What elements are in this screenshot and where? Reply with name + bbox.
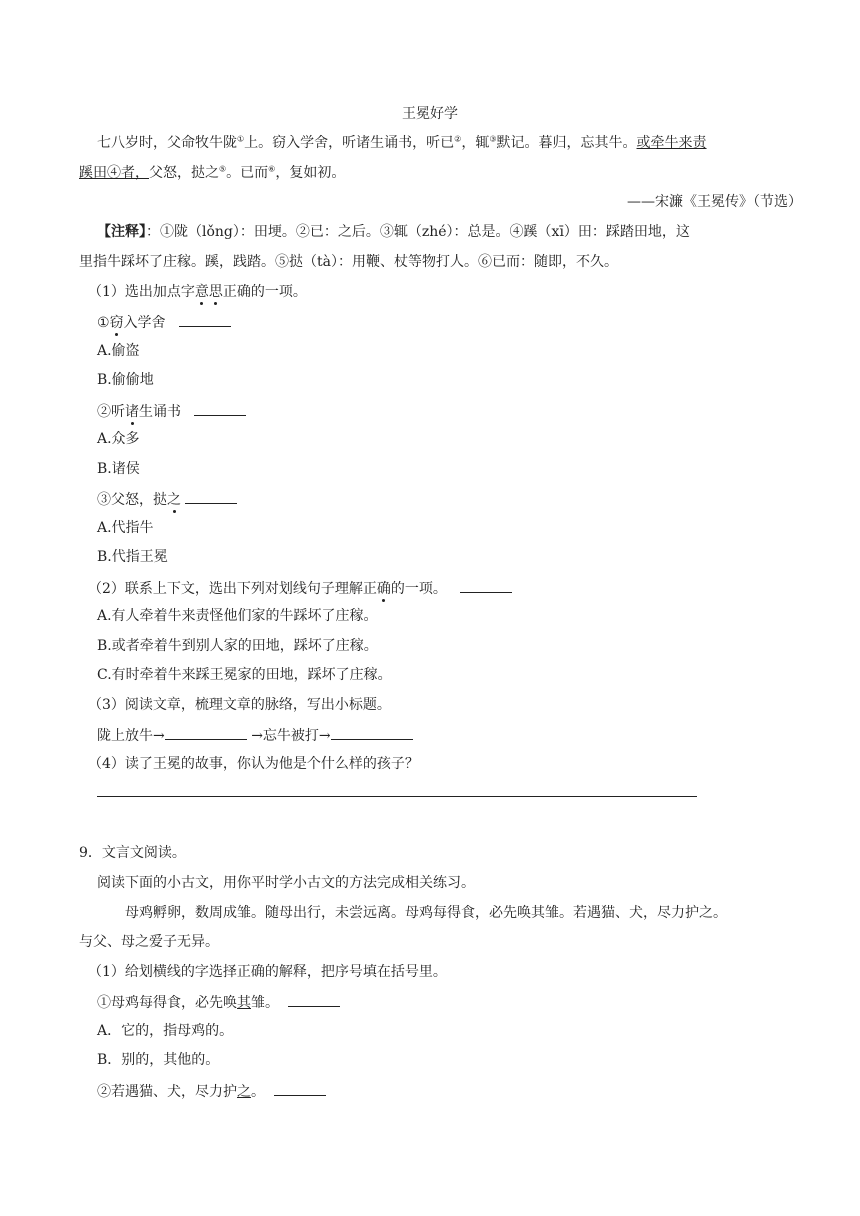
- passage-line-2: [79, 164, 345, 182]
- notes-text: 里指牛踩坏了庄稼。蹊，践踏。⑤挞（tà）：用鞭、杖等物打人。⑥已而：随即，不久。: [79, 254, 618, 270]
- q1-sub3-option-a: [97, 519, 154, 537]
- dotted-char: 意: [194, 284, 209, 300]
- q1-sub3-option-b: [97, 548, 168, 566]
- dotted-char: 诸: [125, 404, 139, 420]
- dotted-char: 之: [167, 492, 181, 508]
- passage-source: [627, 193, 802, 211]
- section-9-intro: [97, 874, 475, 892]
- q1-sub3: [97, 489, 237, 509]
- stem-text: （4）读了王冕的故事，你认为他是个什么样的孩子？: [88, 756, 419, 772]
- dotted-char: 思: [208, 284, 223, 300]
- passage-text: ，辄: [461, 135, 490, 151]
- q2-option-c: [97, 666, 392, 684]
- flow-text: →忘牛被打→: [251, 728, 331, 744]
- stem-text: 的一项。: [390, 581, 447, 597]
- option-text: A.众多: [97, 431, 140, 447]
- source-text: ——宋濂《王冕传》（节选）: [627, 194, 802, 210]
- dotted-char: 确: [376, 581, 391, 597]
- answer-blank[interactable]: [460, 578, 512, 593]
- flow-text: 陇上放牛→: [97, 728, 165, 744]
- q3-stem: [88, 696, 391, 714]
- stem-text: （1）给划横线的字选择正确的解释，把序号填在括号里。: [88, 964, 447, 980]
- option-text: A.有人牵着牛来责怪他们家的牛踩坏了庄稼。: [97, 608, 378, 624]
- section-9-q1-stem: [88, 963, 447, 981]
- dotted-char: 窃: [109, 315, 124, 331]
- passage-text: 父怒，挞之: [149, 165, 219, 181]
- sub-text: ③父怒，挞: [97, 492, 167, 508]
- option-text: B.偷偷地: [97, 372, 154, 388]
- q3-flow: [97, 725, 413, 745]
- notes-label: 【注释】: [97, 224, 146, 240]
- passage-text: 默记。暮归，忘其牛。: [496, 135, 637, 151]
- q2-stem: [88, 578, 512, 598]
- sub-text: 雏。: [251, 995, 279, 1011]
- passage-title-text: 王冕好学: [402, 106, 458, 122]
- passage-text: 。已而: [226, 165, 269, 181]
- stem-text: （2）联系上下文，选出下列对划线句子理解正: [88, 581, 377, 597]
- q1-sub2-option-a: [97, 430, 140, 448]
- notes-line-1: [97, 223, 690, 241]
- section-9-q1-sub1-option-b: [97, 1051, 219, 1069]
- option-text: B.代指王冕: [97, 549, 168, 565]
- footnote-marker: ⑤: [219, 164, 227, 174]
- stem-text: （1）选出加点字: [88, 284, 195, 300]
- passage-title: [0, 105, 860, 123]
- footnote-marker: ②: [454, 134, 462, 144]
- q2-option-b: [97, 637, 378, 655]
- q2-option-a: [97, 607, 378, 625]
- section-9-passage-line-1: [125, 904, 727, 922]
- sub-text: 入学舍: [123, 315, 166, 331]
- passage-text: 与父、母之爱子无异。: [79, 934, 219, 950]
- stem-text: （3）阅读文章，梳理文章的脉络，写出小标题。: [88, 697, 391, 713]
- q1-sub2: [97, 401, 246, 421]
- underlined-char: 之: [237, 1084, 251, 1100]
- answer-blank[interactable]: [194, 401, 246, 416]
- notes-text: ：①陇（lǒng）：田埂。②已：之后。③辄（zhé）：总是。④蹊（xī）田：踩踏田地，这: [146, 224, 690, 240]
- heading-text: 9．文言文阅读。: [79, 845, 186, 861]
- q1-stem: [88, 283, 307, 301]
- section-9-passage-line-2: [79, 933, 219, 951]
- section-9-heading: [79, 844, 186, 862]
- answer-blank[interactable]: [288, 992, 340, 1007]
- q4-stem: [88, 755, 419, 773]
- answer-blank[interactable]: [274, 1081, 326, 1096]
- answer-blank[interactable]: [331, 725, 413, 740]
- intro-text: 阅读下面的小古文，用你平时学小古文的方法完成相关练习。: [97, 875, 475, 891]
- underlined-sentence: 蹊田④者，: [79, 165, 149, 181]
- notes-line-2: [79, 253, 618, 271]
- sub-text: ①母鸡每得食，必先唤: [97, 995, 237, 1011]
- footnote-marker: ①: [237, 134, 245, 144]
- q1-sub1: [97, 312, 231, 332]
- passage-text: 上。窃入学舍，听诸生诵书，听已: [244, 135, 455, 151]
- sub-text: ②若遇猫、犬，尽力护: [97, 1084, 237, 1100]
- sub-text: ②听: [97, 404, 125, 420]
- sub-text: 生诵书: [139, 404, 181, 420]
- section-9-q1-sub1-option-a: [97, 1022, 233, 1040]
- section-9-q1-sub1: [97, 992, 340, 1012]
- underlined-sentence: 或牵牛来责: [636, 135, 707, 151]
- sub-text: ①: [97, 315, 110, 331]
- sub-text: 。: [251, 1084, 265, 1100]
- option-text: A.代指牛: [97, 520, 154, 536]
- option-text: A．它的，指母鸡的。: [97, 1023, 234, 1039]
- option-text: A.偷盗: [97, 343, 140, 359]
- underlined-char: 其: [237, 995, 251, 1011]
- option-text: B.诸侯: [97, 461, 140, 477]
- q1-sub1-option-b: [97, 371, 154, 389]
- answer-line[interactable]: [97, 796, 697, 797]
- passage-text: 七八岁时，父命牧牛陇: [97, 135, 237, 151]
- q1-sub2-option-b: [97, 460, 140, 478]
- answer-blank[interactable]: [179, 312, 231, 327]
- answer-blank[interactable]: [185, 489, 237, 504]
- answer-blank[interactable]: [165, 725, 247, 740]
- footnote-marker: ③: [489, 134, 497, 144]
- option-text: B．别的，其他的。: [97, 1052, 220, 1068]
- passage-text: 母鸡孵卵，数周成雏。随母出行，未尝远离。母鸡每得食，必先唤其雏。若遇猫、犬，尽力护之。: [125, 905, 727, 921]
- stem-text: 正确的一项。: [222, 284, 307, 300]
- passage-text: ，复如初。: [275, 165, 346, 181]
- option-text: C.有时牵着牛来踩王冕家的田地，踩坏了庄稼。: [97, 667, 392, 683]
- passage-line-1: [97, 134, 707, 152]
- footnote-marker: ⑥: [268, 164, 276, 174]
- section-9-q1-sub2: [97, 1081, 326, 1101]
- q1-sub1-option-a: [97, 342, 140, 360]
- option-text: B.或者牵着牛到别人家的田地，踩坏了庄稼。: [97, 638, 378, 654]
